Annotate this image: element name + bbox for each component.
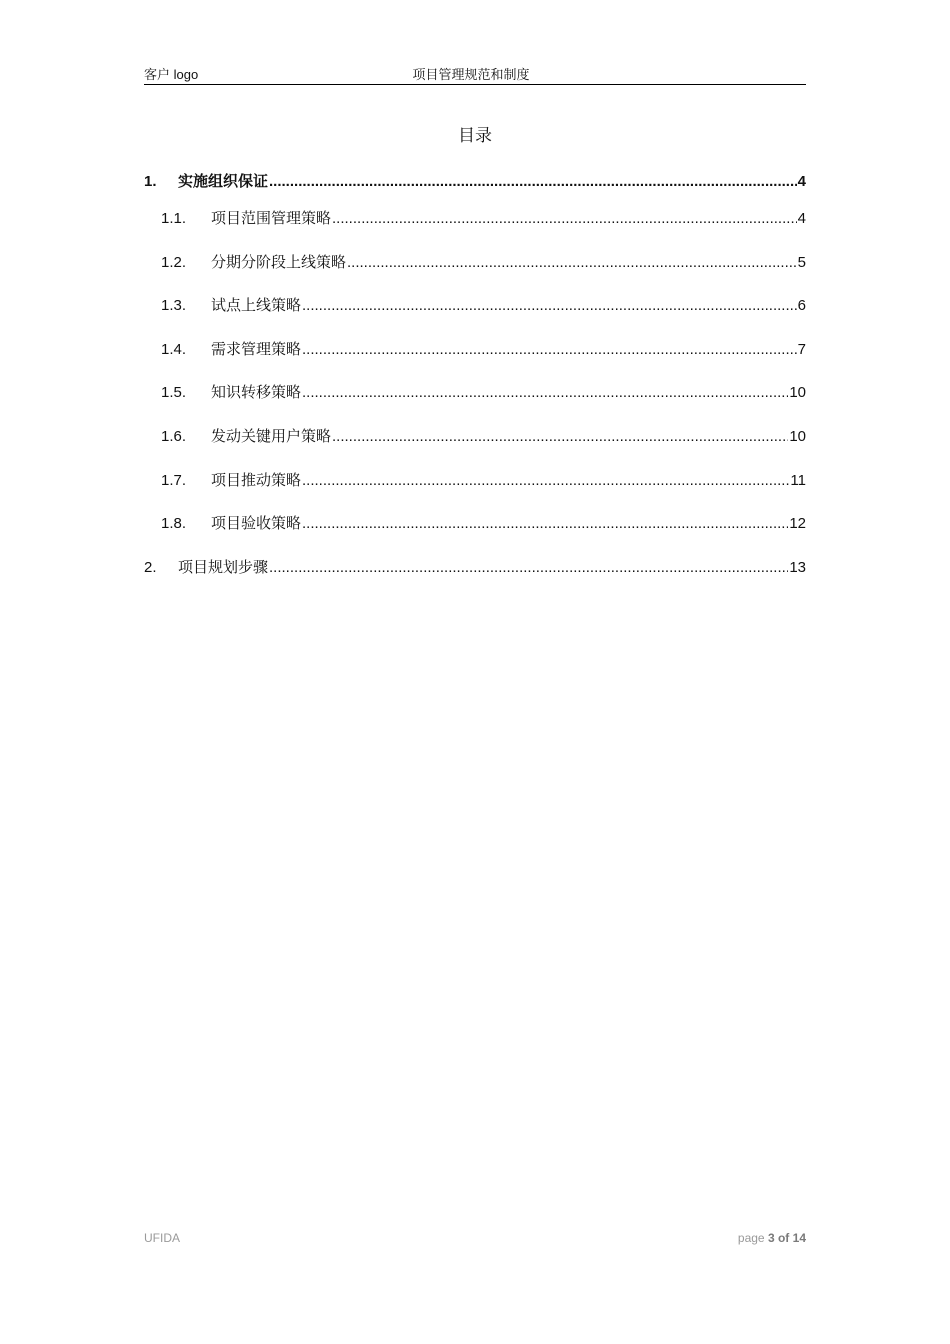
- toc-entry-number: 1.1.: [161, 210, 187, 227]
- toc-entry-1-7[interactable]: [144, 468, 806, 492]
- toc-entry-1-6[interactable]: [144, 424, 806, 448]
- toc-entry-number: 1.5.: [161, 384, 187, 401]
- toc-dot-leader: [332, 207, 797, 231]
- toc-dot-leader: [302, 512, 788, 536]
- toc-entry-1-8[interactable]: [144, 511, 806, 535]
- toc-entry-page: 10: [789, 384, 806, 401]
- toc-entry-number: 2.: [144, 559, 157, 576]
- toc-entry-1[interactable]: [144, 169, 806, 193]
- toc-entry-2[interactable]: [144, 555, 806, 579]
- toc-dot-leader: [332, 425, 788, 449]
- toc-entry-number: 1.3.: [161, 297, 187, 314]
- toc-entry-label: 分期分阶段上线策略: [211, 253, 347, 271]
- toc-entry-page: 12: [789, 515, 806, 532]
- toc-entry-page: 10: [789, 428, 806, 445]
- header-document-title: 项目管理规范和制度: [412, 67, 530, 82]
- toc-entry-label: 项目范围管理策略: [211, 209, 332, 227]
- footer-page-of: of: [777, 1231, 790, 1245]
- toc-entry-page: 6: [797, 297, 806, 314]
- toc-entry-label: 发动关键用户策略: [211, 427, 332, 445]
- toc-entry-page: 13: [789, 559, 806, 576]
- toc-entry-1-4[interactable]: [144, 337, 806, 361]
- toc-entry-label: 项目验收策略: [211, 514, 302, 532]
- toc-entry-page: 5: [797, 254, 806, 271]
- header-client-logo-text: 客户 logo: [144, 67, 199, 82]
- toc-entry-1-5[interactable]: [144, 380, 806, 404]
- toc-dot-leader: [269, 556, 788, 580]
- toc-entry-1-3[interactable]: [144, 293, 806, 317]
- toc-dot-leader: [269, 170, 797, 194]
- footer-company-name: UFIDA: [144, 1231, 180, 1245]
- toc-entry-page: 4: [797, 210, 806, 227]
- toc-entry-label: 实施组织保证: [178, 172, 269, 190]
- toc-entry-number: 1.6.: [161, 428, 187, 445]
- toc-dot-leader: [302, 469, 789, 493]
- toc-title: 目录: [458, 126, 492, 146]
- toc-entry-page: 11: [790, 472, 806, 489]
- footer-page-prefix: page: [737, 1231, 765, 1245]
- page-footer: [144, 1229, 806, 1247]
- toc-entry-label: 试点上线策略: [211, 296, 302, 314]
- toc-dot-leader: [302, 338, 797, 362]
- toc-entry-label: 项目推动策略: [211, 471, 302, 489]
- toc-entry-1-1[interactable]: [144, 206, 806, 230]
- toc-entry-number: 1.2.: [161, 254, 187, 271]
- toc-entry-label: 知识转移策略: [211, 383, 302, 401]
- toc-entry-label: 需求管理策略: [211, 340, 302, 358]
- footer-page-current: 3: [767, 1231, 775, 1245]
- toc-entry-page: 7: [797, 341, 806, 358]
- footer-page-total: 14: [792, 1231, 806, 1245]
- toc-entry-number: 1.4.: [161, 341, 187, 358]
- page-header: [144, 66, 806, 85]
- toc-dot-leader: [302, 381, 788, 405]
- toc-dot-leader: [347, 251, 797, 275]
- toc-dot-leader: [302, 294, 797, 318]
- toc-entry-number: 1.7.: [161, 472, 187, 489]
- toc-entry-label: 项目规划步骤: [178, 558, 269, 576]
- toc-entry-number: 1.8.: [161, 515, 187, 532]
- toc-entry-1-2[interactable]: [144, 250, 806, 274]
- footer-page-indicator: [738, 1229, 806, 1247]
- toc-entry-page: 4: [797, 173, 806, 190]
- toc-entry-number: 1.: [144, 173, 157, 190]
